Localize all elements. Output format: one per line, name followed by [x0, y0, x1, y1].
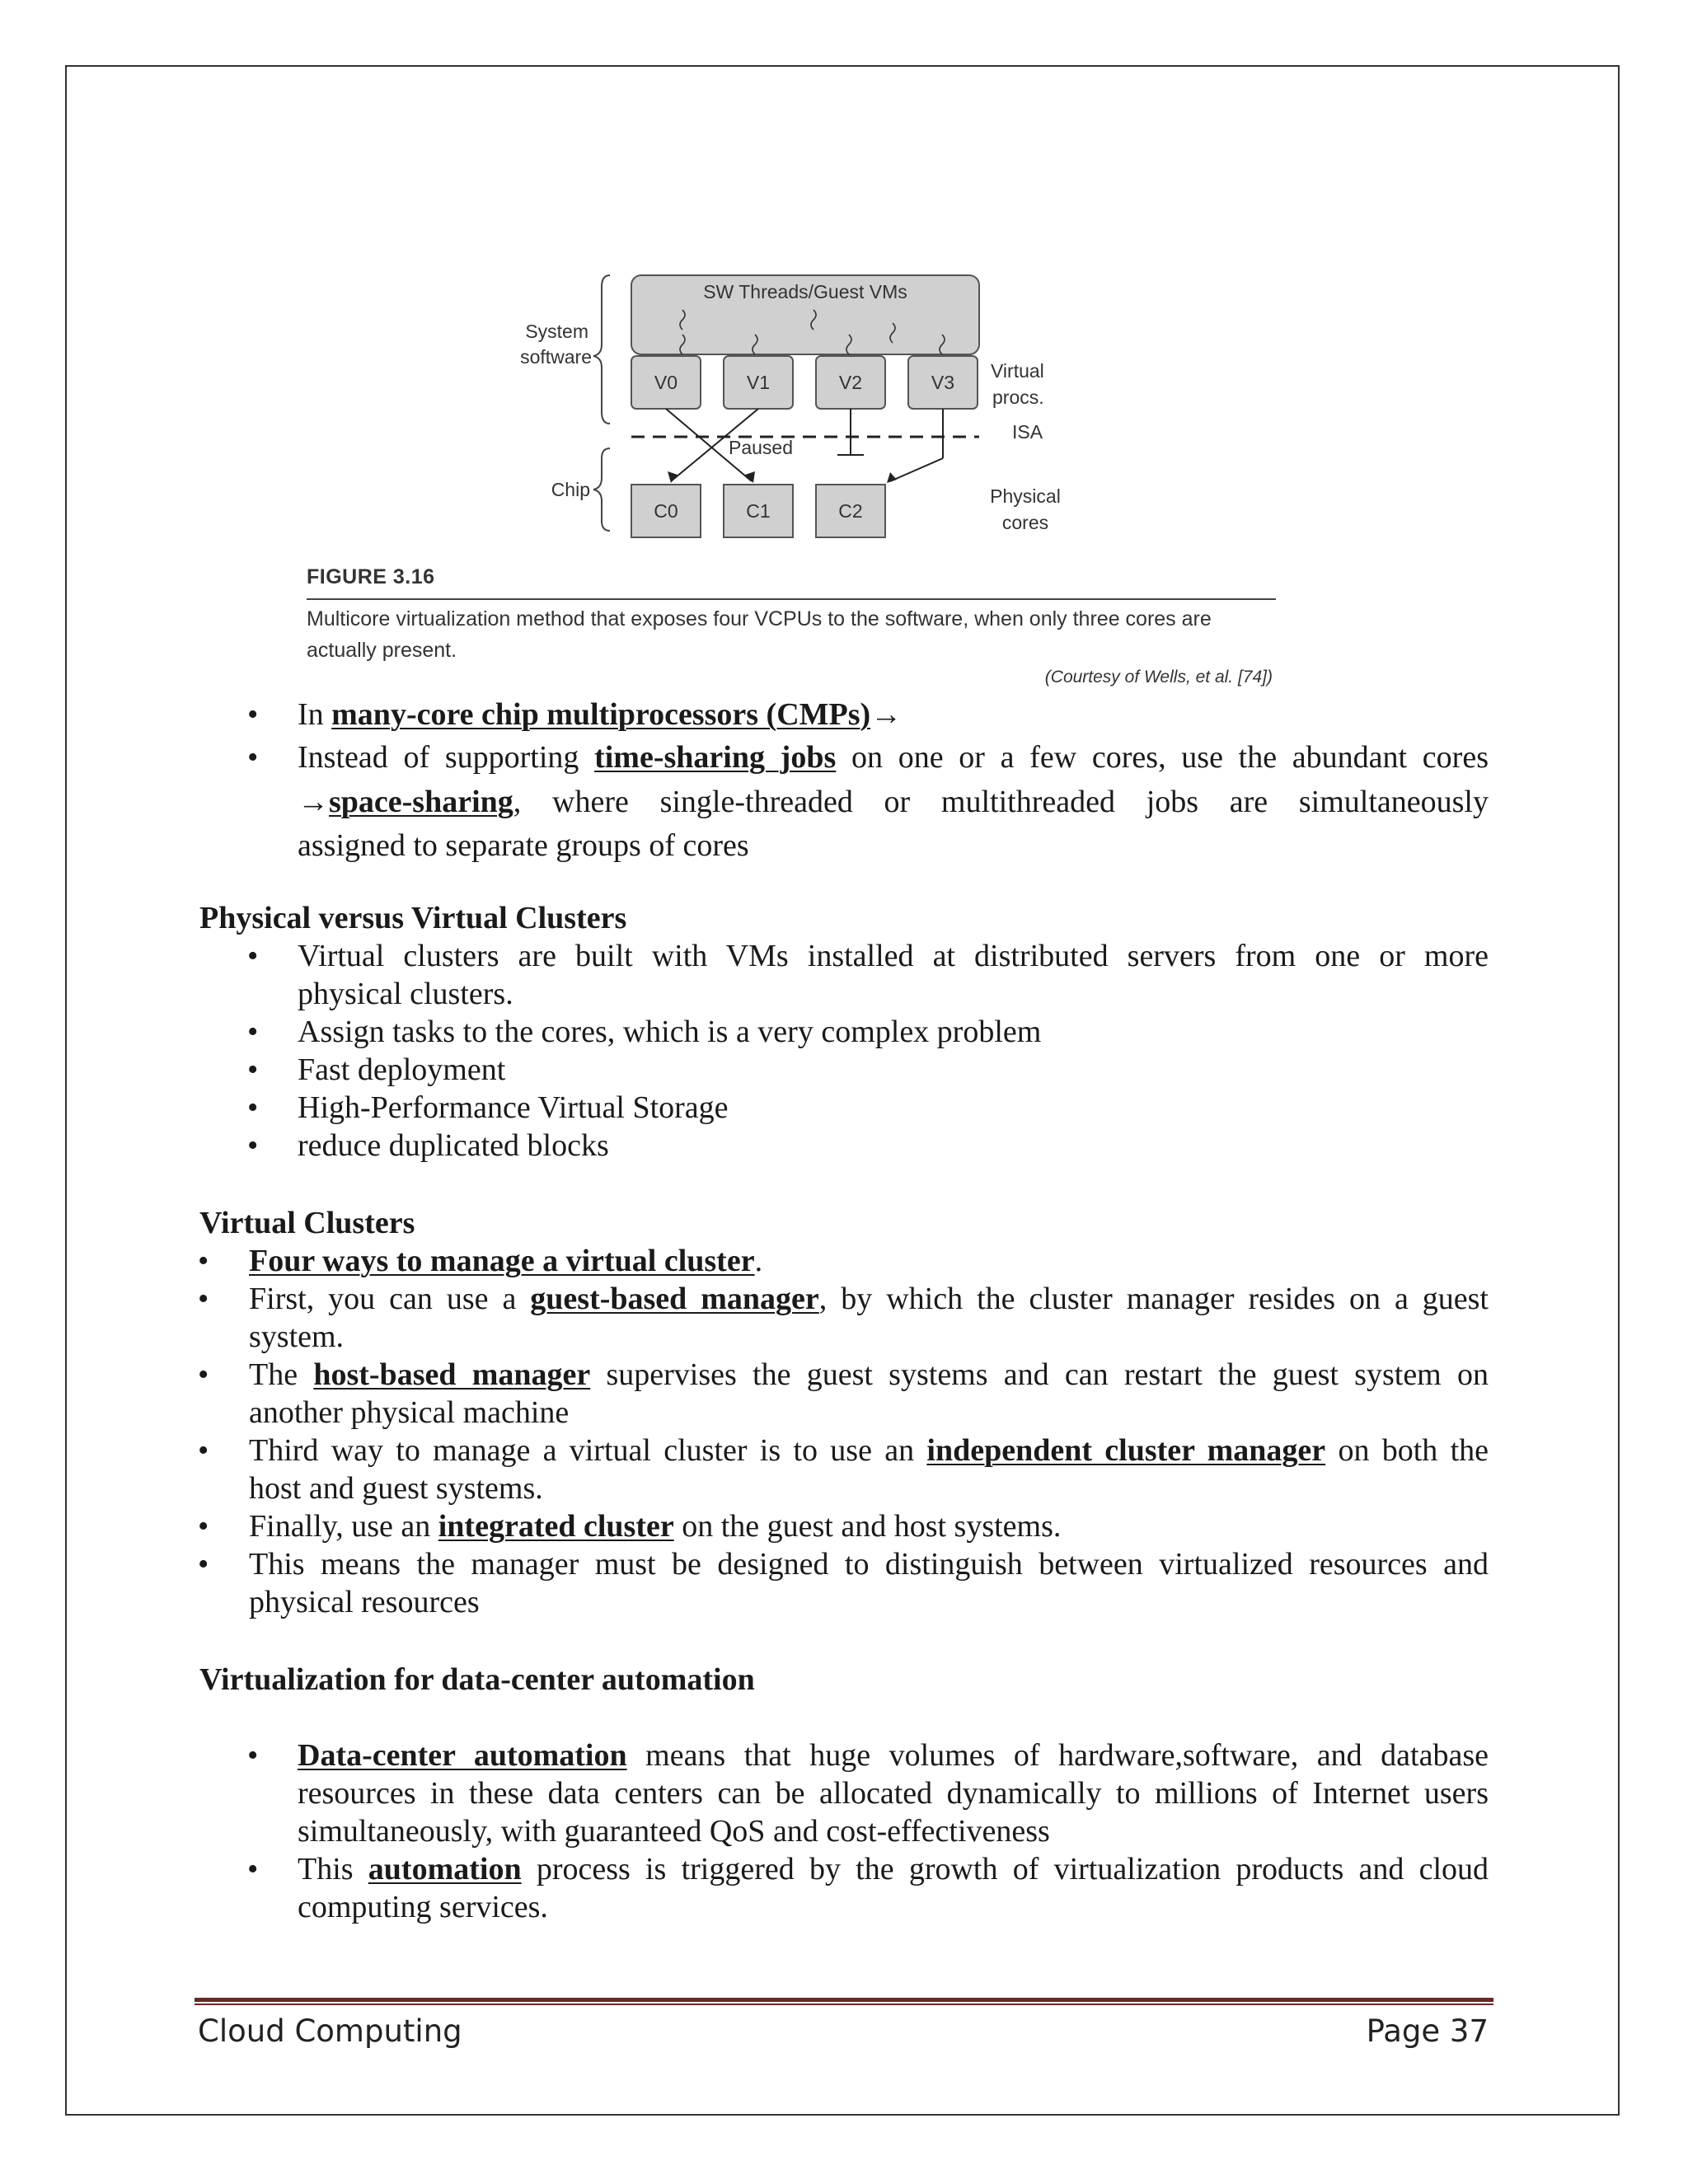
list-item: Fast deployment	[298, 1052, 506, 1087]
figure-caption: Multicore virtualization method that exposes four VCPUs to the software, when only three cores are actually present.	[307, 607, 1212, 662]
paused-label: Paused	[728, 437, 794, 458]
virtual-procs-label-1: Virtual	[991, 360, 1044, 382]
vcpu-v2-label: V2	[838, 372, 863, 393]
list-item-continuation: physical clusters.	[298, 977, 513, 1011]
list-item	[249, 1280, 1489, 1318]
list-item-continuation: physical resources	[249, 1585, 480, 1619]
independent-cluster-manager-link: independent cluster manager	[926, 1433, 1326, 1468]
list-item	[249, 1242, 762, 1280]
list-item: reduce duplicated blocks	[298, 1128, 609, 1163]
chip-brace	[593, 448, 610, 531]
section-heading: Virtual Clusters	[199, 1206, 415, 1240]
isa-label: ISA	[1012, 421, 1043, 443]
right-arrow-icon: →	[298, 785, 329, 819]
cmp-link: many-core chip multiprocessors (CMPs)	[331, 697, 871, 732]
list-item-text: means that huge volumes of hardware,software, and database	[626, 1738, 1489, 1773]
list-item-text: Finally, use an	[249, 1509, 438, 1544]
multicore-virtualization-diagram	[297, 264, 1286, 560]
figure-label: FIGURE 3.16	[307, 565, 435, 588]
physical-cores-label-2: cores	[1001, 512, 1049, 533]
list-item-text: Third way to manage a virtual cluster is to use an	[249, 1433, 927, 1468]
bullet-marker: •	[247, 1090, 259, 1125]
vcpu-v1-label: V1	[746, 372, 771, 393]
core-c1-label: C1	[746, 500, 771, 522]
vcpu-core-mapping-lines	[666, 409, 943, 481]
vcpu-v0-label: V0	[654, 372, 678, 393]
bullet-marker: •	[247, 1015, 259, 1049]
bullet-marker: •	[247, 1738, 259, 1773]
cmp-bullet-2-line-3: assigned to separate groups of cores	[298, 828, 749, 863]
chip-label: Chip	[551, 479, 590, 500]
footer-page-number: Page 37	[1366, 2013, 1489, 2049]
list-item	[249, 1356, 1489, 1394]
cmp-bullet-2-text: , where single-threaded or multithreaded jobs are simultaneously	[513, 785, 1489, 819]
right-arrow-icon: →	[870, 697, 903, 732]
list-item-text: process is triggered by the growth of virtualization products and cloud	[521, 1852, 1489, 1886]
list-item	[298, 1736, 1489, 1774]
vcpu-v3-label: V3	[931, 372, 955, 393]
integrated-cluster-link: integrated cluster	[438, 1509, 674, 1544]
footer-rule-thin	[195, 2004, 1493, 2005]
bullet-marker: •	[247, 697, 259, 732]
cmp-bullet-2-text: on one or a few cores, use the abundant cores	[836, 740, 1489, 775]
cmp-bullet-2-text: Instead of supporting	[298, 740, 595, 775]
list-item-text: , by which the cluster manager resides on a guest	[818, 1282, 1489, 1316]
list-item: This means the manager must be designed to distinguish between virtualized resources and	[249, 1547, 1489, 1582]
bullet-marker: •	[247, 1852, 259, 1886]
list-item-continuation: simultaneously, with guaranteed QoS and cost-effectiveness	[298, 1814, 1050, 1849]
footer-rule	[195, 1998, 1493, 2002]
bullet-marker: •	[198, 1357, 209, 1392]
list-item-text: on both the	[1325, 1433, 1489, 1468]
list-item-text: on the guest and host systems.	[673, 1509, 1062, 1544]
list-item: Virtual clusters are built with VMs installed at distributed servers from one or more	[298, 939, 1489, 973]
list-item	[298, 1850, 1489, 1888]
figure-rule	[307, 598, 1276, 600]
system-software-brace	[593, 275, 610, 424]
section-heading: Physical versus Virtual Clusters	[199, 901, 627, 935]
bullet-marker: •	[247, 1052, 259, 1087]
system-software-label-1: System	[525, 321, 588, 342]
core-c2-label: C2	[838, 500, 863, 522]
list-item-continuation: computing services.	[298, 1890, 548, 1924]
bullet-marker: •	[198, 1433, 209, 1468]
core-c0-label: C0	[654, 500, 678, 522]
cmp-bullet-1	[298, 696, 902, 733]
four-ways-link: Four ways to manage a virtual cluster	[249, 1244, 755, 1278]
mapping-arrowheads	[668, 471, 897, 483]
space-sharing-link: space-sharing	[329, 785, 513, 819]
guest-based-manager-link: guest-based manager	[530, 1282, 819, 1316]
bullet-marker: •	[247, 1128, 259, 1163]
bullet-marker: •	[198, 1509, 209, 1544]
automation-link: automation	[368, 1852, 522, 1886]
figure-courtesy: (Courtesy of Wells, et al. [74])	[1044, 668, 1273, 687]
list-item-text: The	[249, 1357, 314, 1392]
bullet-marker: •	[247, 740, 259, 775]
cmp-bullet-1-prefix: In	[298, 697, 332, 732]
bullet-marker: •	[198, 1244, 209, 1278]
list-item-continuation: another physical machine	[249, 1395, 570, 1430]
list-item-text: .	[754, 1244, 763, 1278]
time-sharing-jobs-link: time-sharing jobs	[594, 740, 837, 775]
bullet-marker: •	[198, 1282, 209, 1316]
figure-3-16	[297, 264, 1286, 709]
virtual-procs-label-2: procs.	[992, 387, 1044, 408]
bullet-marker: •	[247, 939, 259, 973]
cmp-bullet-2-line-2	[298, 783, 1489, 821]
data-center-automation-link: Data-center automation	[298, 1738, 627, 1773]
list-item-continuation: host and guest systems.	[249, 1471, 543, 1506]
list-item	[249, 1432, 1489, 1469]
list-item-text: supervises the guest systems and can restart the guest system on	[590, 1357, 1489, 1392]
list-item-continuation: resources in these data centers can be allocated dynamically to millions of Internet users	[298, 1776, 1489, 1811]
list-item-text: First, you can use a	[249, 1282, 531, 1316]
list-item	[249, 1507, 1061, 1545]
cmp-bullet-2-line-1	[298, 738, 1489, 776]
footer-course-title: Cloud Computing	[198, 2013, 462, 2049]
host-based-manager-link: host-based manager	[313, 1357, 591, 1392]
list-item: Assign tasks to the cores, which is a very complex problem	[298, 1015, 1042, 1049]
physical-cores-label-1: Physical	[990, 485, 1061, 507]
system-software-label-2: software	[520, 346, 592, 368]
section-heading: Virtualization for data-center automation	[199, 1662, 755, 1697]
sw-threads-label: SW Threads/Guest VMs	[703, 281, 907, 302]
list-item-text: This	[298, 1852, 368, 1886]
list-item-continuation: system.	[249, 1319, 345, 1354]
list-item: High-Performance Virtual Storage	[298, 1090, 729, 1125]
bullet-marker: •	[198, 1547, 209, 1582]
